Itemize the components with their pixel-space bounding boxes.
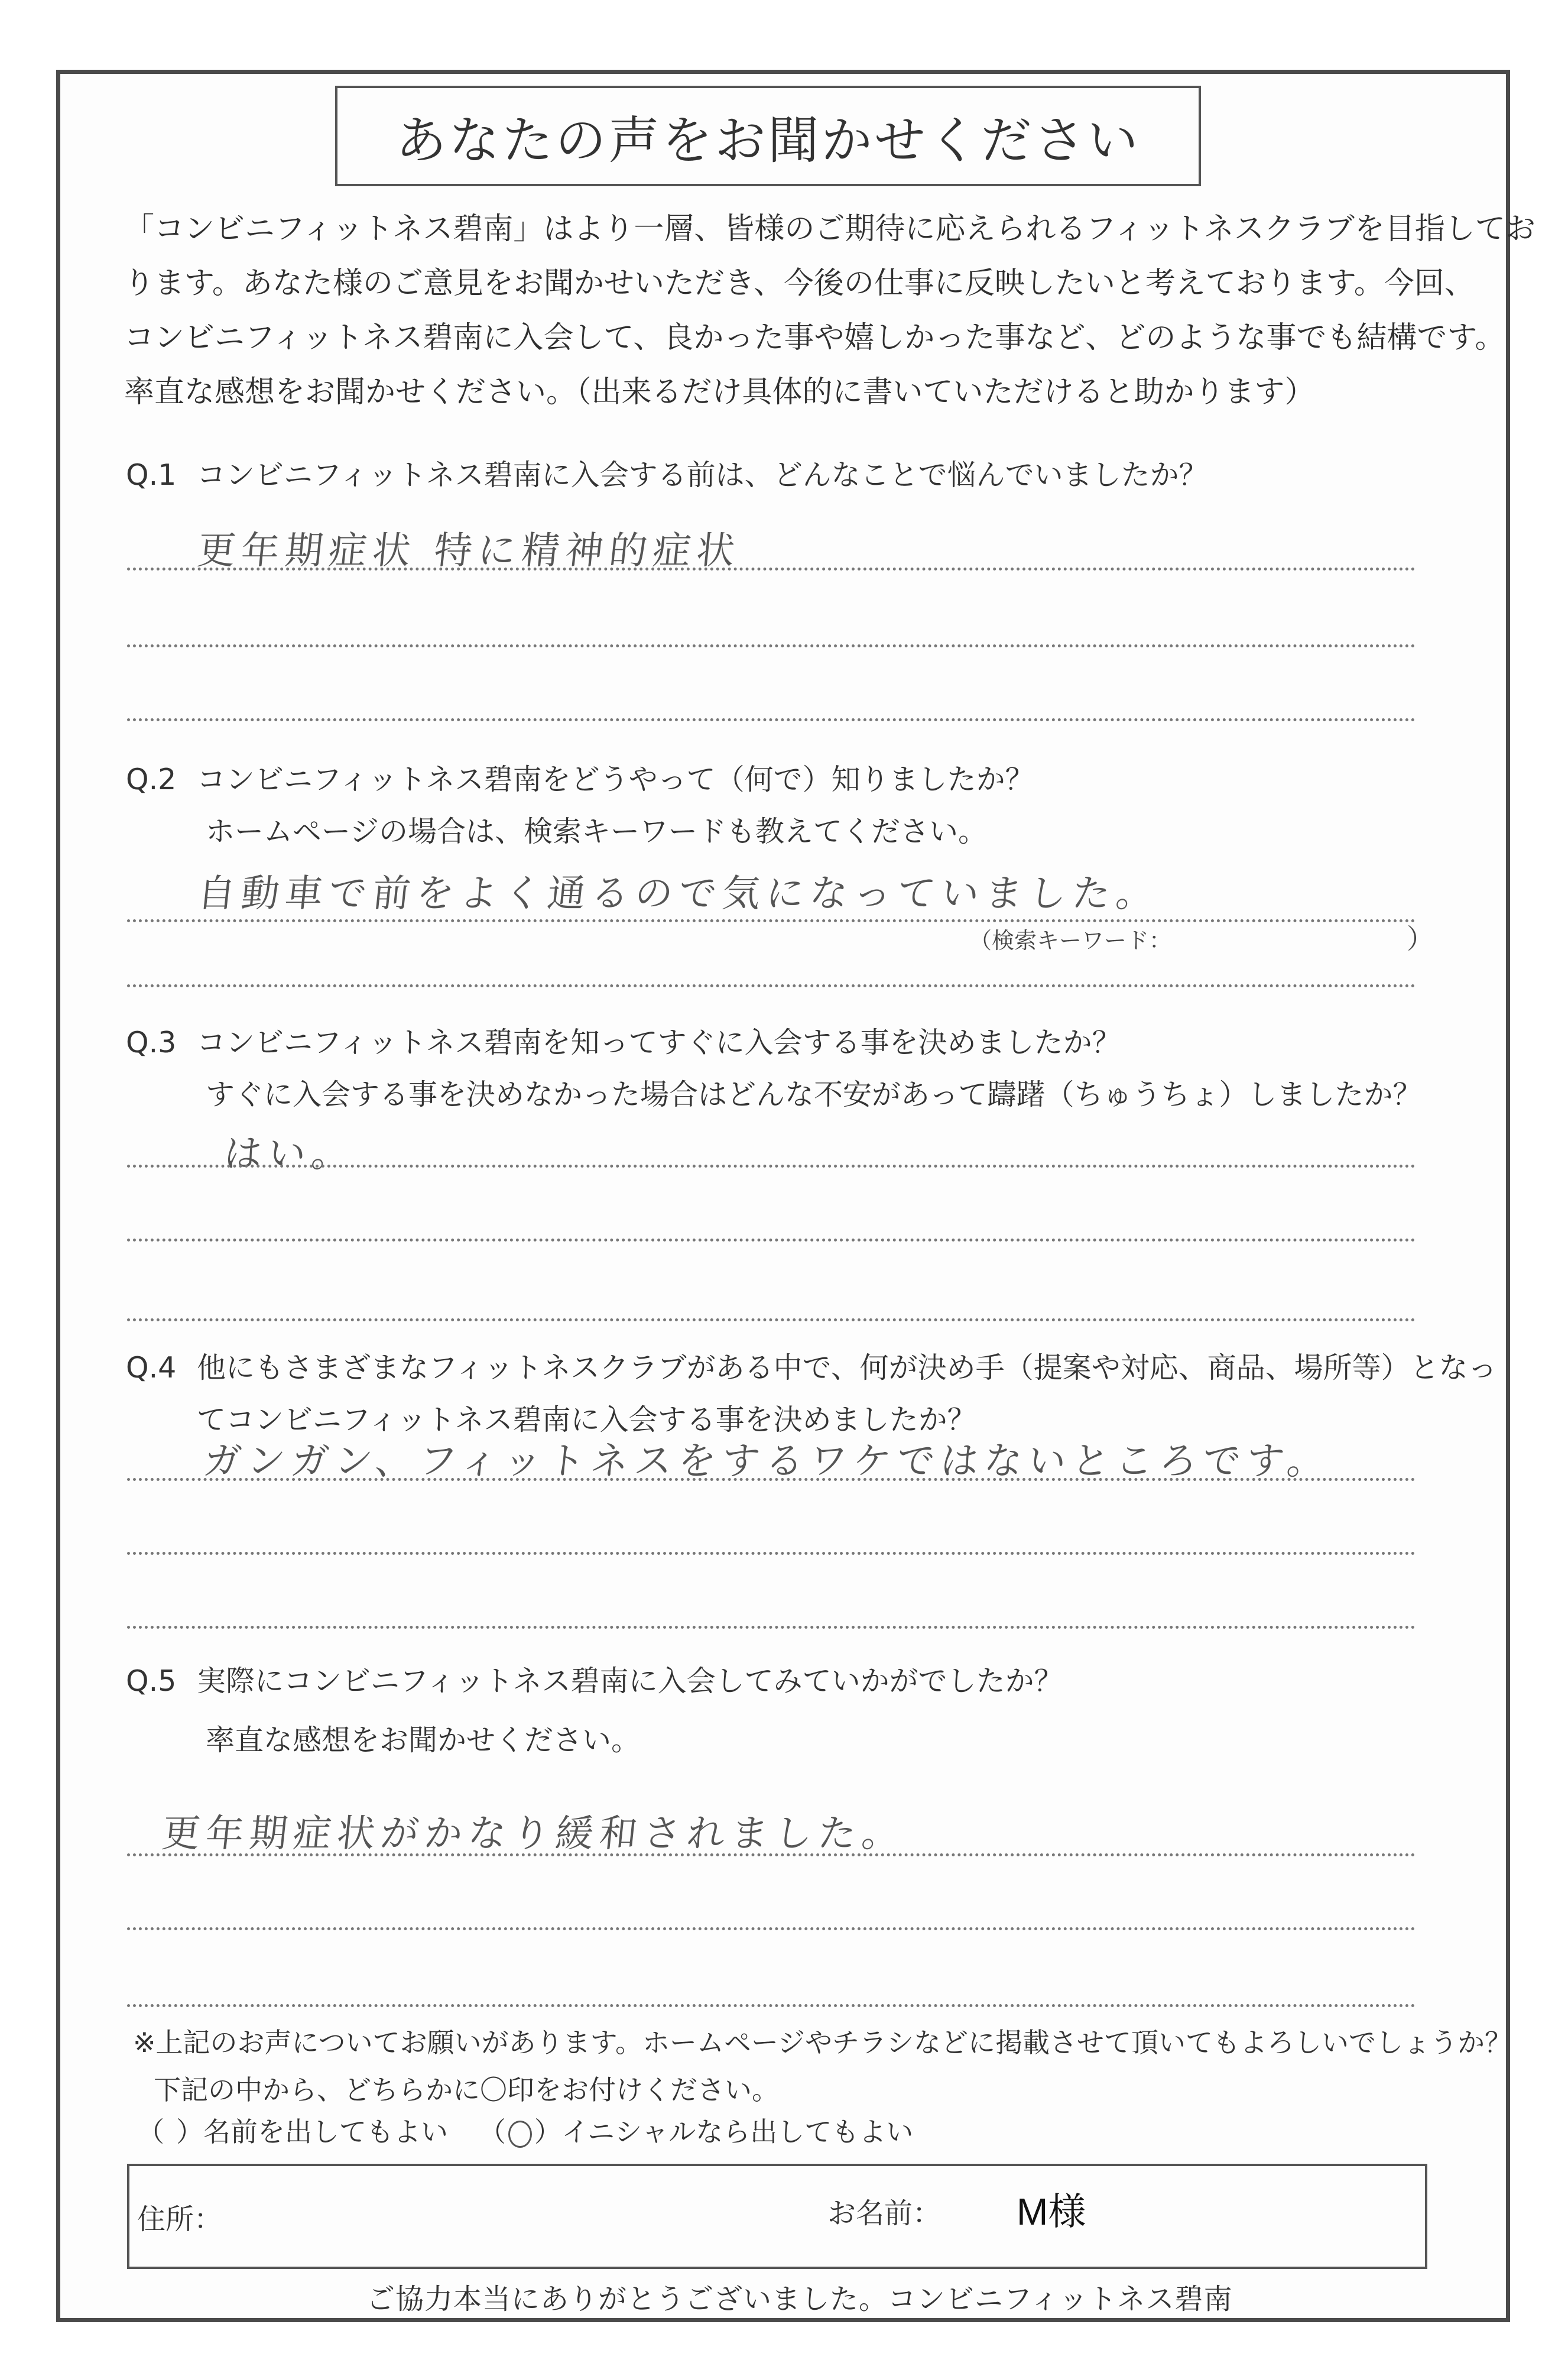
search-keyword-label: （検索キーワード： xyxy=(969,928,1172,954)
answer-line xyxy=(127,1853,1416,1856)
question-number: Q.5 xyxy=(126,1664,177,1698)
contact-box xyxy=(127,2164,1427,2269)
question-text: 他にもさまざまなフィットネスクラブがある中で、何が決め手（提案や対応、商品、場所等）となっ xyxy=(197,1351,1497,1385)
answer-line xyxy=(127,1239,1416,1242)
option-label: ）イニシャルなら出してもよい xyxy=(534,2116,914,2148)
question-text: コンビニフィットネス碧南を知ってすぐに入会する事を決めましたか？ xyxy=(197,1026,1121,1059)
name-label: お名前： xyxy=(827,2197,942,2230)
answer-line xyxy=(127,1626,1416,1629)
option-name-ok[interactable] xyxy=(137,2111,448,2150)
answer-line xyxy=(127,568,1416,571)
answer-line xyxy=(127,644,1416,647)
answer-3: はい。 xyxy=(222,1132,358,1176)
question-text: コンビニフィットネス碧南に入会する前は、どんなことで悩んでいましたか？ xyxy=(197,458,1208,492)
intro-line: ります。あなた様のご意見をお聞かせいただき、今後の仕事に反映したいと考えております。今回、 xyxy=(124,266,1475,301)
answer-5: 更年期症状がかなり緩和されました。 xyxy=(160,1812,908,1856)
page-title: あなたの声をお聞かせください xyxy=(335,86,1201,186)
circle-mark-icon xyxy=(508,2121,532,2148)
question-5 xyxy=(126,1655,1450,1766)
intro-text xyxy=(124,202,1535,420)
answer-line xyxy=(127,718,1416,721)
search-keyword-close: ） xyxy=(1407,923,1434,955)
address-label: 住所： xyxy=(137,2203,223,2236)
question-1 xyxy=(126,449,1450,501)
question-number: Q.3 xyxy=(126,1026,177,1059)
question-number: Q.2 xyxy=(126,763,177,796)
question-number: Q.4 xyxy=(126,1351,177,1385)
answer-line xyxy=(127,1552,1416,1555)
intro-line: 「コンビニフィットネス碧南」はより一層、皆様のご期待に応えられるフィットネスクラブを目指してお xyxy=(124,212,1535,247)
answer-4: ガンガン、フィットネスをするワケではないところです。 xyxy=(201,1440,1333,1483)
option-bracket-open: （ xyxy=(137,2116,164,2148)
intro-line: コンビニフィットネス碧南に入会して、良かった事や嬉しかった事など、どのような事でも結構です。 xyxy=(124,320,1505,355)
option-initial-ok[interactable] xyxy=(479,2111,913,2150)
intro-line: 率直な感想をお聞かせください。（出来るだけ具体的に書いていただけると助かります） xyxy=(124,375,1315,410)
question-subtext: すぐに入会する事を決めなかった場合はどんな不安があって躊躇（ちゅうちょ）しましたか？ xyxy=(206,1078,1422,1111)
footer-thanks: ご協力本当にありがとうございました。コンビニフィットネス碧南 xyxy=(366,2283,1233,2316)
name-value: M様 xyxy=(1017,2190,1086,2233)
answer-line xyxy=(127,1318,1416,1321)
question-subtext: ホームページの場合は、検索キーワードも教えてください。 xyxy=(206,815,988,848)
publication-instruction: 下記の中から、どちらかに〇印をお付けください。 xyxy=(154,2074,779,2106)
answer-line xyxy=(127,1927,1416,1930)
answer-line xyxy=(127,1165,1416,1168)
question-subtext: 率直な感想をお聞かせください。 xyxy=(206,1723,641,1757)
publication-notice: ※上記のお声についてお願いがあります。ホームページやチラシなどに掲載させて頂いてもよろしいでしょうか？ xyxy=(133,2027,1512,2059)
question-3 xyxy=(126,1017,1450,1121)
question-number: Q.1 xyxy=(126,458,177,492)
option-label: ）名前を出してもよい xyxy=(176,2116,448,2148)
answer-line xyxy=(127,2004,1416,2007)
option-bracket-open: （ xyxy=(479,2116,506,2148)
question-subtext: てコンビニフィットネス碧南に入会する事を決めましたか？ xyxy=(197,1403,976,1437)
question-text: 実際にコンビニフィットネス碧南に入会してみていかがでしたか？ xyxy=(197,1664,1063,1698)
question-text: コンビニフィットネス碧南をどうやって（何で）知りましたか？ xyxy=(197,763,1034,796)
answer-1: 更年期症状 特に精神的症状 xyxy=(195,529,743,573)
answer-line xyxy=(127,984,1416,987)
question-2 xyxy=(126,754,1450,858)
answer-line xyxy=(127,1478,1416,1481)
answer-line xyxy=(127,919,1416,922)
answer-2: 自動車で前をよく通るので気になっていました。 xyxy=(195,872,1163,916)
